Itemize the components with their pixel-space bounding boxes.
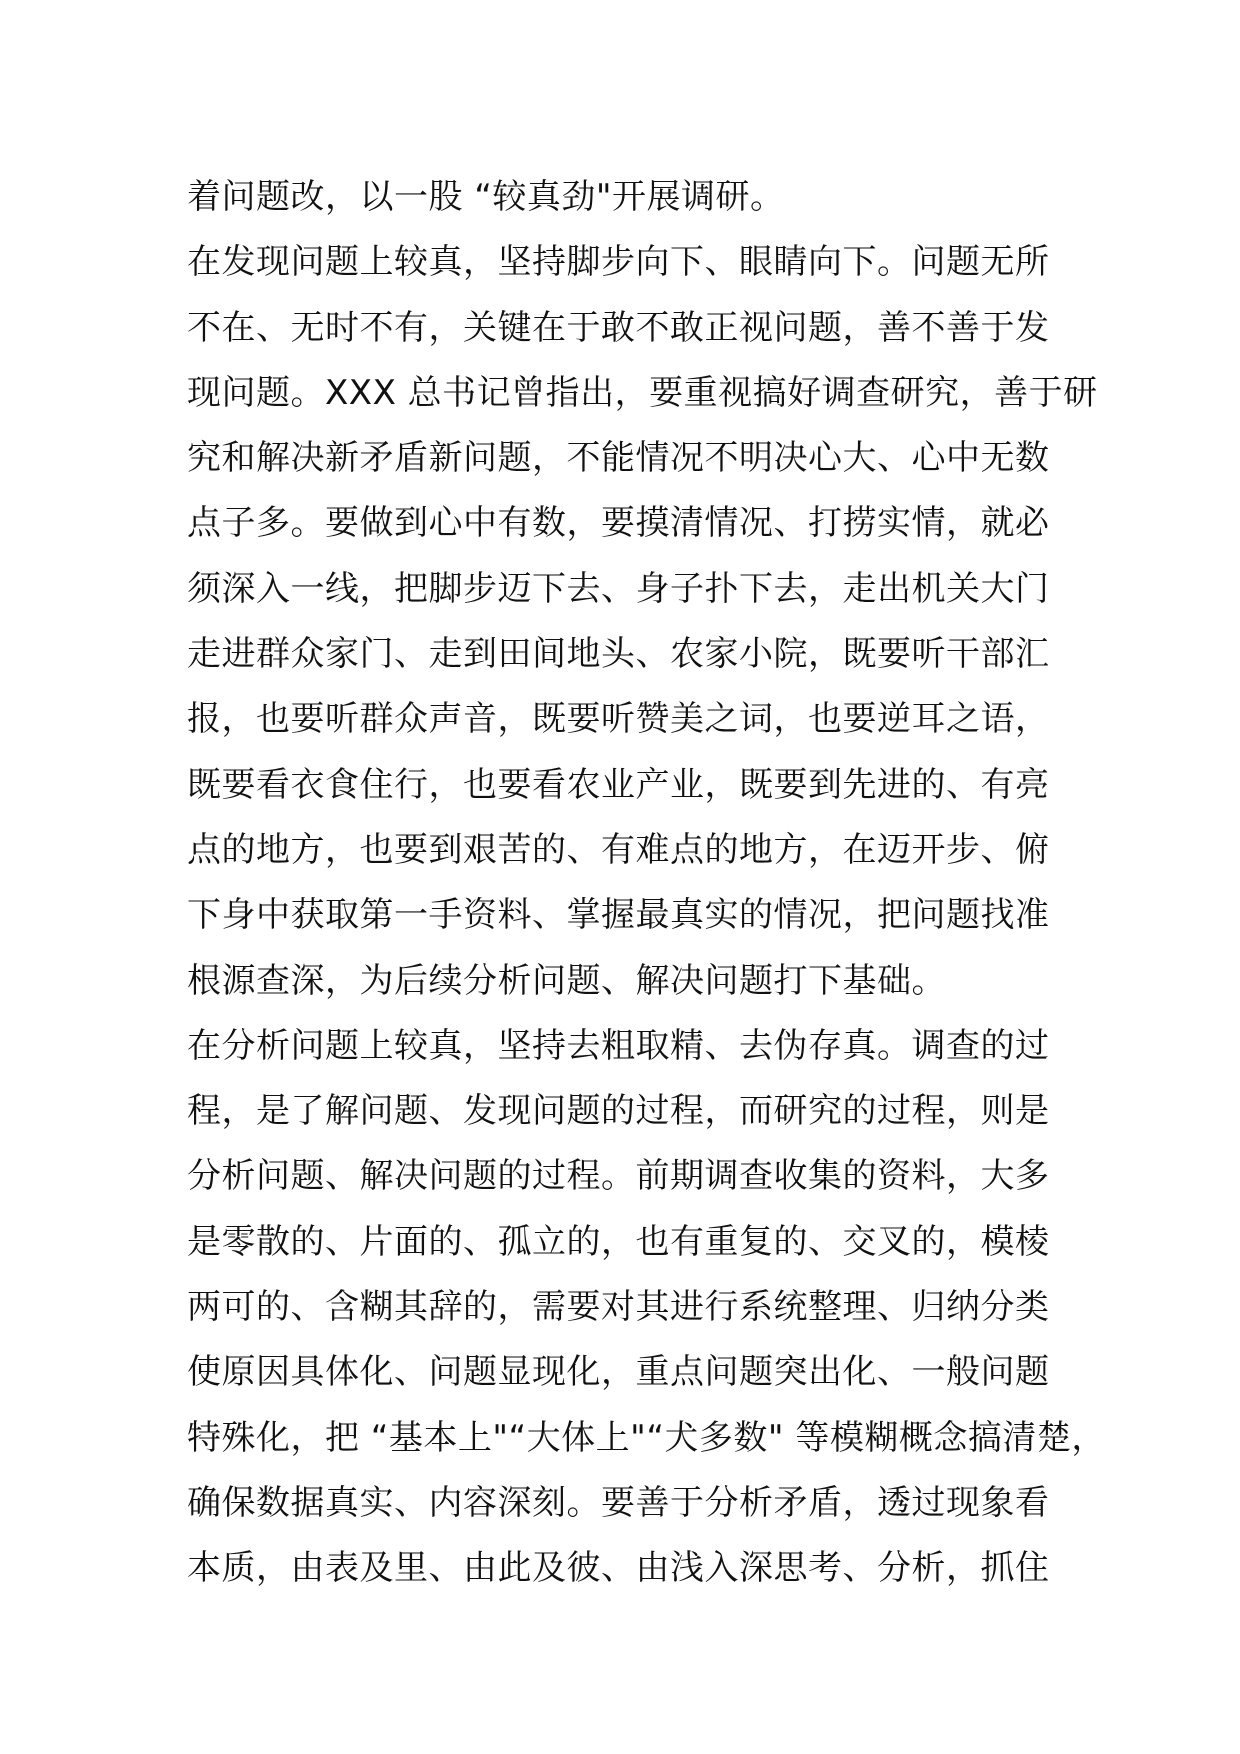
text-line: 特殊化，把 “基本上"“大体上"“犬多数" 等模糊概念搞清楚， [187, 1417, 1106, 1458]
text-line: 在分析问题上较真，坚持去粗取精、去伪存真。调查的过 [187, 1025, 1050, 1066]
text-line: 确保数据真实、内容深刻。要善于分析矛盾，透过现象看 [187, 1482, 1050, 1523]
text-line: 现问题。XXX 总书记曾指出，要重视搞好调查研究，善于研 [187, 372, 1098, 413]
text-line: 分析问题、解决问题的过程。前期调查收集的资料，大多 [187, 1156, 1050, 1197]
text-line: 根源查深，为后续分析问题、解决问题打下基础。 [187, 960, 946, 1001]
text-line: 着问题改，以一股 “较真劲"开展调研。 [187, 177, 785, 217]
text-line: 使原因具体化、问题显现化，重点问题突出化、一般问题 [187, 1352, 1050, 1393]
text-line: 不在、无时不有，关键在于敢不敢正视问题，善不善于发 [187, 307, 1050, 348]
text-line: 点的地方，也要到艰苦的、有难点的地方，在迈开步、俯 [187, 829, 1050, 870]
text-line: 既要看衣食住行，也要看农业产业，既要到先进的、有亮 [187, 764, 1050, 805]
body-text [187, 165, 1106, 1602]
text-line: 究和解决新矛盾新问题，不能情况不明决心大、心中无数 [187, 438, 1050, 479]
text-line: 本质，由表及里、由此及彼、由浅入深思考、分析，抓住 [187, 1548, 1050, 1589]
text-line: 是零散的、片面的、孤立的，也有重复的、交叉的，模棱 [187, 1221, 1050, 1262]
text-line: 报，也要听群众声音，既要听赞美之词，也要逆耳之语， [187, 699, 1050, 740]
text-line: 在发现问题上较真，坚持脚步向下、眼睛向下。问题无所 [187, 242, 1050, 283]
text-line: 须深入一线，把脚步迈下去、身子扑下去，走出机关大门 [187, 568, 1050, 609]
text-line: 两可的、含糊其辞的，需要对其进行系统整理、归纳分类 [187, 1287, 1050, 1328]
text-line: 点子多。要做到心中有数，要摸清情况、打捞实情，就必 [187, 503, 1050, 544]
text-line: 下身中获取第一手资料、掌握最真实的情况，把问题找准 [187, 895, 1050, 936]
text-line: 程，是了解问题、发现问题的过程，而研究的过程，则是 [187, 1091, 1050, 1132]
text-line: 走进群众家门、走到田间地头、农家小院，既要听干部汇 [187, 634, 1050, 675]
